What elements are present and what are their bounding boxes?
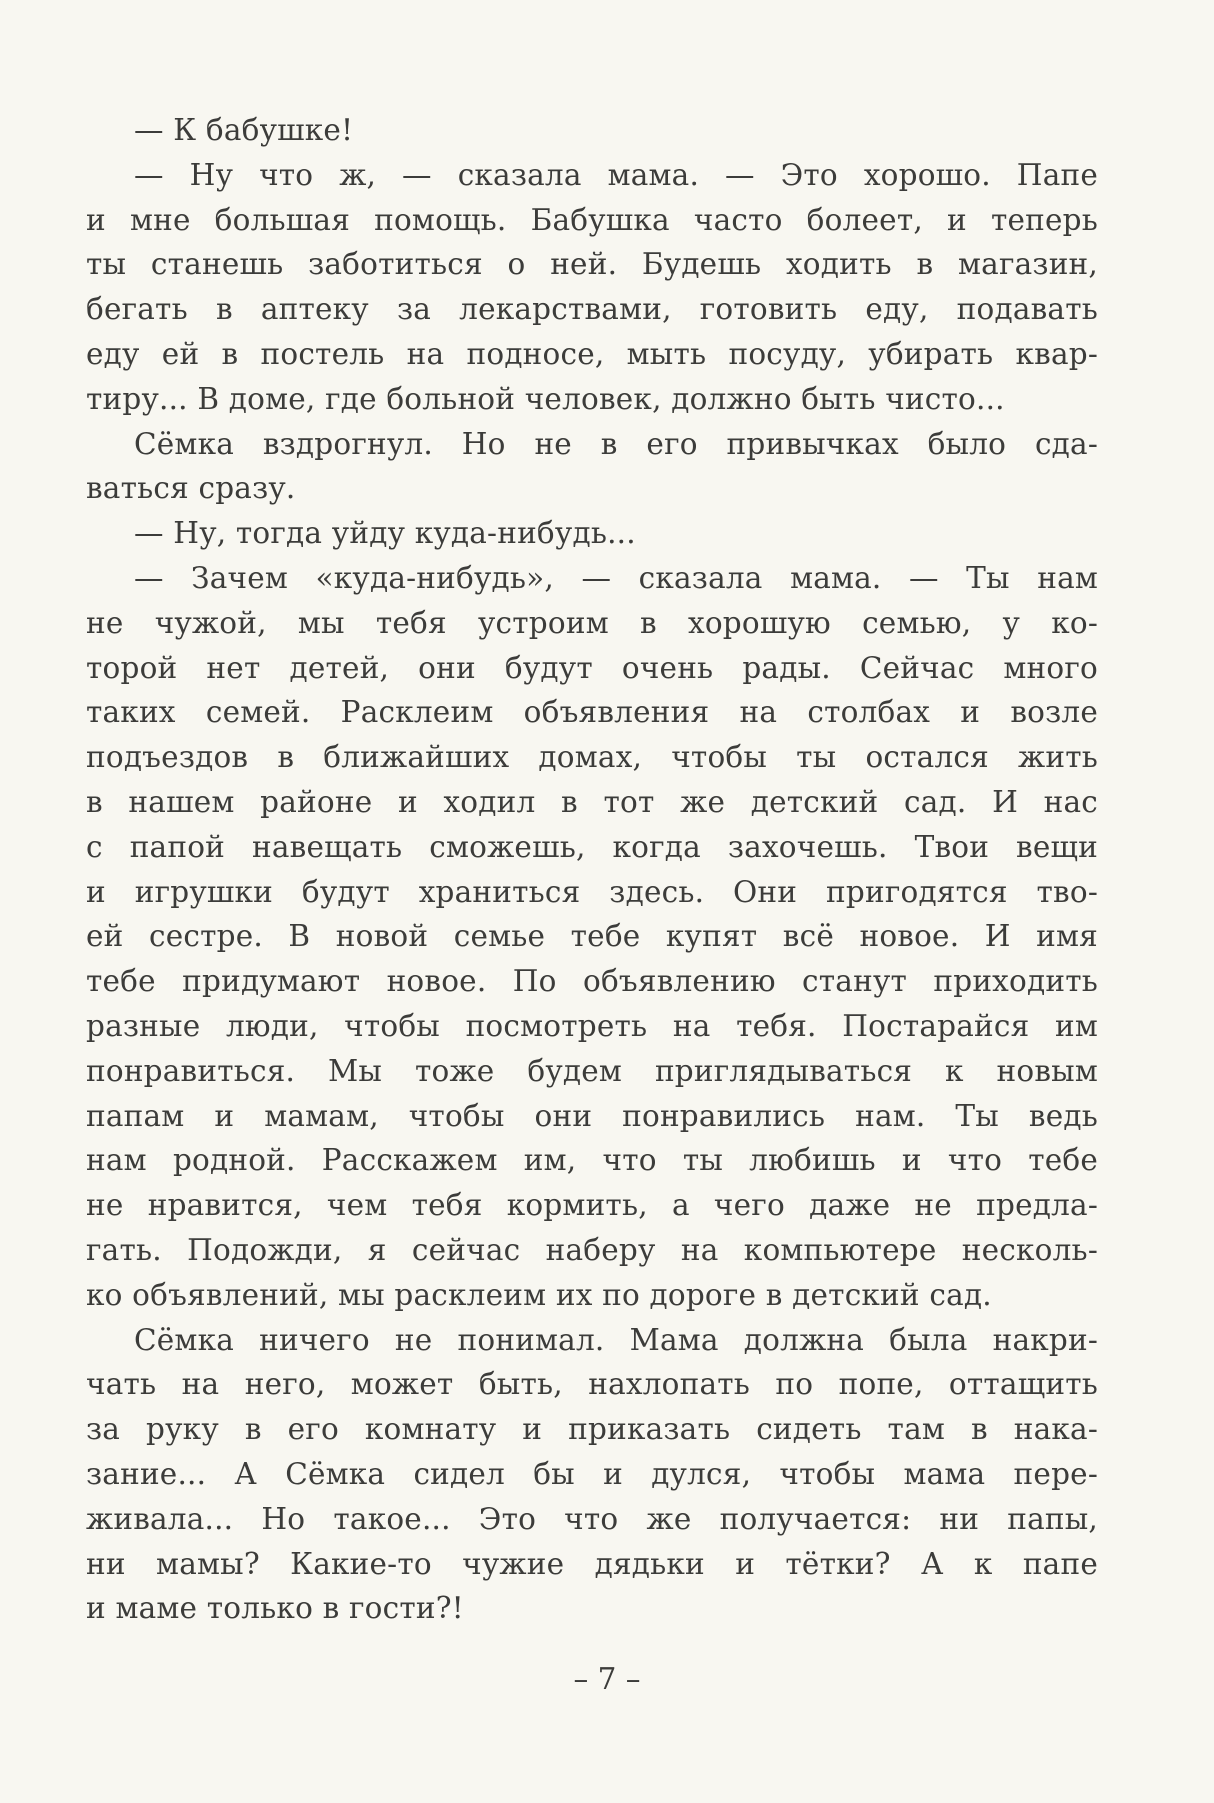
text-line: ни мамы? Какие-то чужие дядьки и тётки? А к папе <box>86 1546 1098 1581</box>
text-line: за руку в его комнату и приказать сидеть там в нака- <box>86 1412 1098 1447</box>
text-line: ей сестре. В новой семье тебе купят всё новое. И имя <box>86 919 1098 954</box>
text-line: тиру... В доме, где больной человек, должно быть чисто... <box>86 381 1005 416</box>
text-line: ко объявлений, мы расклеим их по дороге в детский сад. <box>86 1277 992 1312</box>
text-line: живала... Но такое... Это что же получается: ни папы, <box>86 1501 1098 1536</box>
text-line: — К бабушке! <box>134 113 354 147</box>
text-line: Сёмка ничего не понимал. Мама должна была накри- <box>134 1322 1098 1357</box>
text-line: папам и мамам, чтобы они понравились нам. Ты ведь <box>86 1098 1098 1133</box>
text-line: торой нет детей, они будут очень рады. Сейчас много <box>86 650 1098 685</box>
text-line: и игрушки будут храниться здесь. Они пригодятся тво- <box>86 874 1098 909</box>
text-line: зание... А Сёмка сидел бы и дулся, чтобы мама пере- <box>86 1456 1098 1491</box>
text-line: тебе придумают новое. По объявлению станут приходить <box>86 964 1098 999</box>
text-line: Сёмка вздрогнул. Но не в его привычках было сда- <box>134 426 1098 461</box>
body-text <box>86 108 1098 1631</box>
text-line: подъездов в ближайших домах, чтобы ты остался жить <box>86 740 1098 775</box>
text-line: нам родной. Расскажем им, что ты любишь и что тебе <box>86 1143 1098 1178</box>
text-line: чать на него, может быть, нахлопать по попе, оттащить <box>86 1367 1098 1402</box>
text-line: и маме только в гости?! <box>86 1591 464 1626</box>
text-line: еду ей в постель на подносе, мыть посуду, убирать квар- <box>86 336 1098 371</box>
text-line: — Зачем «куда-нибудь», — сказала мама. — Ты нам <box>134 560 1098 595</box>
text-line: таких семей. Расклеим объявления на столбах и возле <box>86 695 1098 730</box>
text-line: бегать в аптеку за лекарствами, готовить еду, подавать <box>86 292 1098 327</box>
page-number: – 7 – <box>573 1662 641 1696</box>
text-line: ваться сразу. <box>86 471 296 506</box>
text-line: — Ну что ж, — сказала мама. — Это хорошо. Папе <box>134 157 1098 192</box>
text-line: не чужой, мы тебя устроим в хорошую семью, у ко- <box>86 605 1098 640</box>
text-line: и мне большая помощь. Бабушка часто болеет, и теперь <box>86 202 1098 237</box>
text-line: — Ну, тогда уйду куда-нибудь... <box>134 516 636 551</box>
text-line: разные люди, чтобы посмотреть на тебя. Постарайся им <box>86 1008 1098 1043</box>
text-line: понравиться. Мы тоже будем приглядываться к новым <box>86 1053 1098 1088</box>
text-line: в нашем районе и ходил в тот же детский сад. И нас <box>86 784 1098 819</box>
text-line: не нравится, чем тебя кормить, а чего даже не предла- <box>86 1188 1098 1223</box>
text-line: ты станешь заботиться о ней. Будешь ходить в магазин, <box>86 247 1098 282</box>
text-line: гать. Подожди, я сейчас наберу на компьютере несколь- <box>86 1232 1098 1267</box>
text-line: с папой навещать сможешь, когда захочешь. Твои вещи <box>86 829 1098 864</box>
